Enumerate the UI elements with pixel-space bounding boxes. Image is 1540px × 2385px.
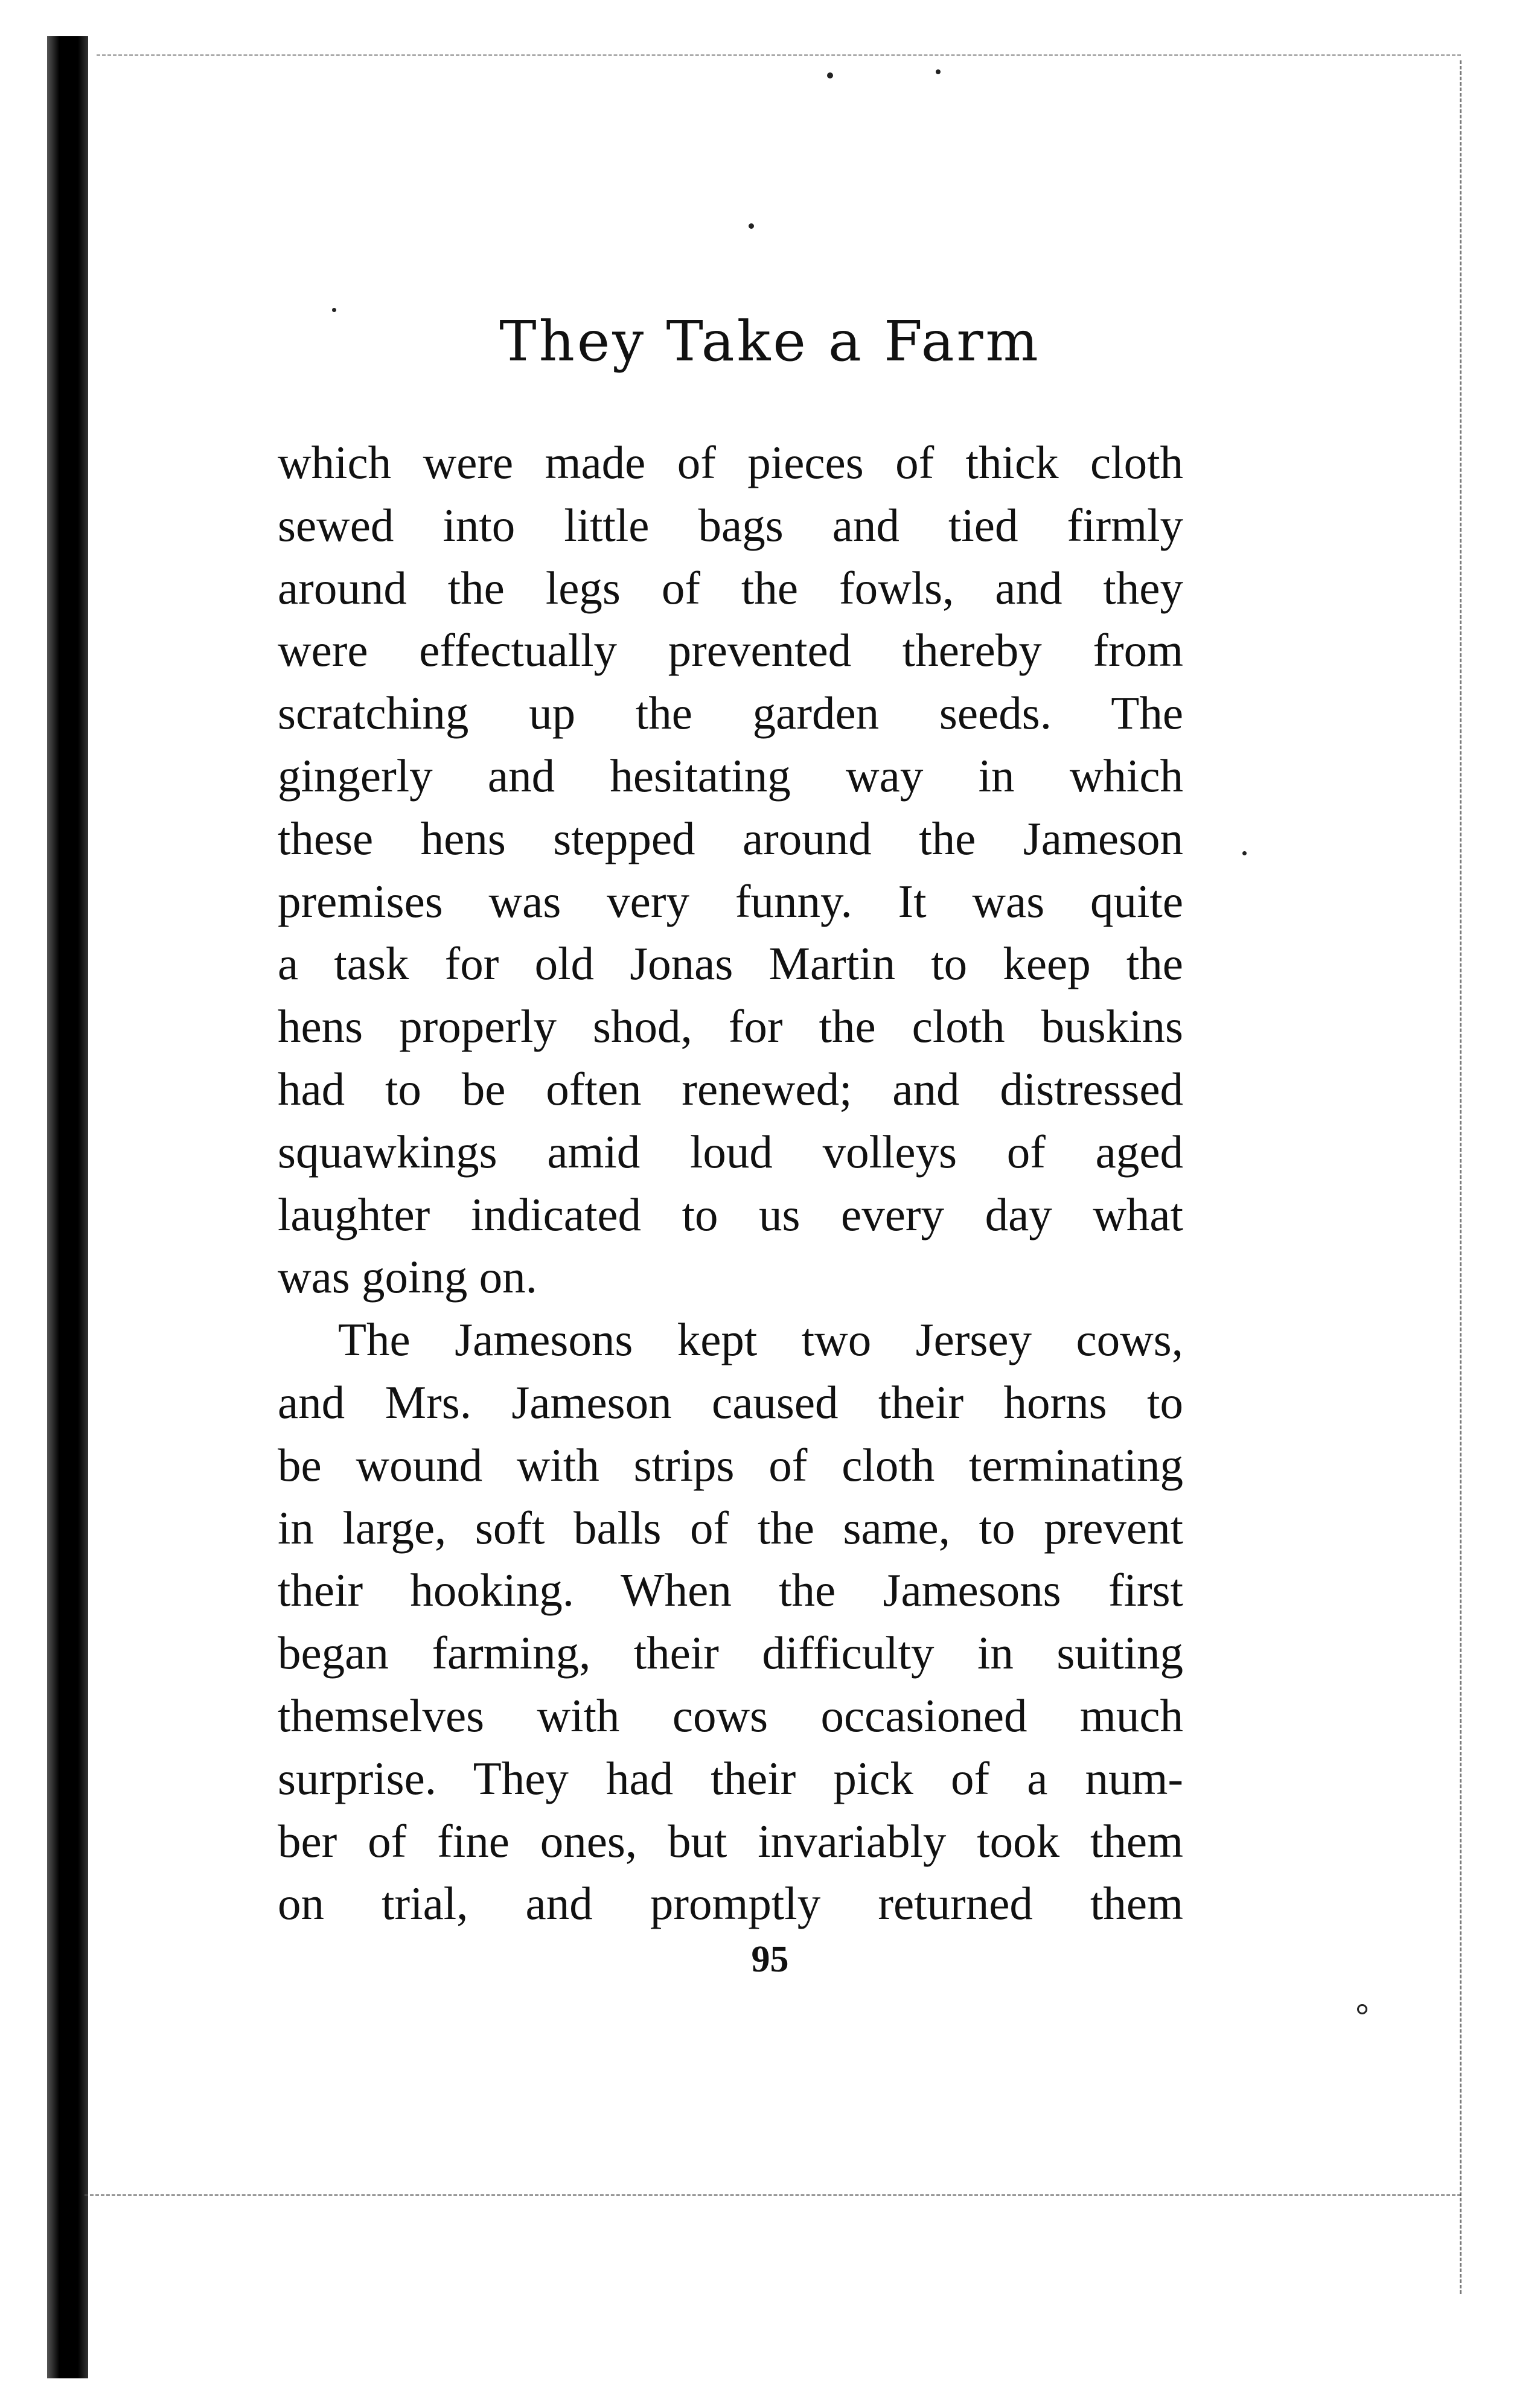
- text-line: their hooking. When the Jamesons first: [278, 1564, 1183, 1617]
- running-head: They Take a Farm: [499, 309, 1041, 374]
- binding-shadow: [47, 36, 88, 2378]
- text-line: themselves with cows occasioned much: [278, 1689, 1183, 1742]
- page-top-edge: [97, 54, 1461, 56]
- text-line: were effectually prevented thereby from: [278, 624, 1183, 677]
- text-line: which were made of pieces of thick cloth: [278, 436, 1183, 488]
- text-line: hens properly shod, for the cloth buskins: [278, 1000, 1183, 1053]
- text-line: had to be often renewed; and distressed: [278, 1062, 1183, 1115]
- page-bottom-edge: [85, 2194, 1461, 2196]
- text-line: ber of fine ones, but invariably took them: [278, 1815, 1183, 1867]
- scan-speck: [827, 72, 833, 78]
- text-line: began farming, their difficulty in suiting: [278, 1627, 1183, 1679]
- text-line: around the legs of the fowls, and they: [278, 561, 1183, 614]
- text-line: laughter indicated to us every day what: [278, 1188, 1183, 1240]
- text-line: on trial, and promptly returned them: [278, 1877, 1183, 1930]
- text-line: and Mrs. Jameson caused their horns to: [278, 1376, 1183, 1428]
- text-line: squawkings amid loud volleys of aged: [278, 1125, 1183, 1178]
- text-line: a task for old Jonas Martin to keep the: [278, 937, 1183, 990]
- body-text: [278, 432, 1183, 1935]
- scan-speck: [749, 223, 754, 229]
- scan-speck: [332, 308, 336, 312]
- text-line: scratching up the garden seeds. The: [278, 687, 1183, 739]
- text-line: sewed into little bags and tied firmly: [278, 499, 1183, 551]
- scan-speck: [1357, 2004, 1367, 2014]
- text-line: these hens stepped around the Jameson: [278, 812, 1183, 864]
- text-line: surprise. They had their pick of a num-: [278, 1752, 1183, 1804]
- text-line: in large, soft balls of the same, to prevent: [278, 1501, 1183, 1554]
- text-line: gingerly and hesitating way in which: [278, 749, 1183, 802]
- text-line: be wound with strips of cloth terminating: [278, 1438, 1183, 1491]
- text-line: The Jamesons kept two Jersey cows,: [338, 1314, 1183, 1366]
- text-line: premises was very funny. It was quite: [278, 875, 1183, 927]
- scan-speck: [1242, 851, 1247, 855]
- scan-speck: [936, 69, 941, 74]
- text-line: was going on.: [278, 1251, 537, 1303]
- page-number: 95: [751, 1939, 789, 1980]
